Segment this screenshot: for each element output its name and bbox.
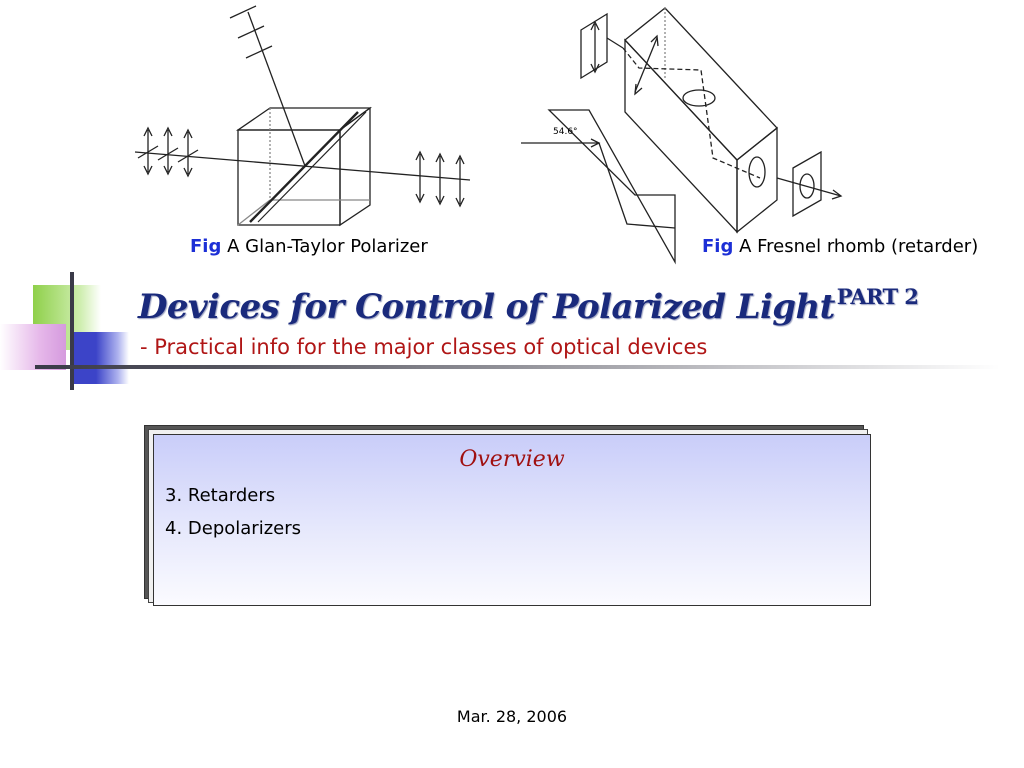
title-superscript: PART 2 (836, 284, 919, 309)
input-polarization-plate (581, 14, 623, 78)
decorative-vertical-rule (70, 272, 74, 390)
decorative-blue-square (74, 332, 129, 384)
footer-date: Mar. 28, 2006 (456, 707, 568, 726)
reflected-polarization-arrows (230, 6, 272, 58)
decorative-pink-square (0, 324, 66, 370)
overview-heading: Overview (459, 447, 565, 472)
input-polarization-arrows (138, 128, 198, 176)
slide-subtitle: - Practical info for the major classes of optical devices (140, 335, 708, 359)
overview-item-depolarizers: 4. Depolarizers (165, 518, 302, 539)
overview-box (153, 434, 871, 606)
slide-title-text: Devices for Control of Polarized Light (138, 287, 835, 327)
caption-text: A Fresnel rhomb (retarder) (739, 236, 979, 257)
angle-label: 54.6° (553, 127, 578, 137)
overview-item-retarders: 3. Retarders (165, 485, 276, 506)
reflected-beam (248, 12, 305, 166)
fig-label: Fig (702, 236, 734, 257)
fig-label: Fig (190, 236, 222, 257)
glan-taylor-polarizer-diagram (130, 0, 480, 230)
fresnel-rhomb-diagram (515, 0, 855, 265)
caption-text: A Glan-Taylor Polarizer (227, 236, 428, 257)
rhomb-3d (623, 8, 777, 232)
figure-caption-glan-taylor (190, 236, 428, 257)
output-polarization-plate (777, 152, 841, 216)
rhomb-cross-section (521, 110, 675, 262)
figure-caption-fresnel-rhomb (702, 236, 978, 257)
title-underline-rule (35, 365, 1000, 369)
beam-polarization-arrows (635, 36, 658, 94)
slide-title (138, 284, 918, 327)
